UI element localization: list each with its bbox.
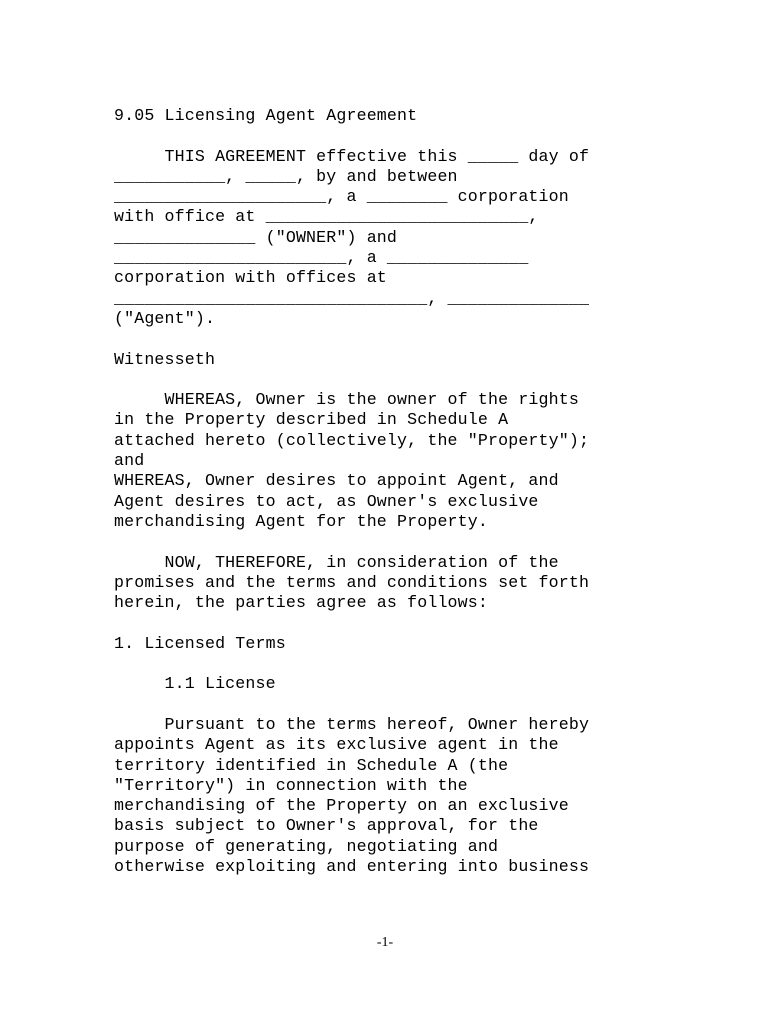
spacer — [114, 695, 674, 715]
preamble-line: _______________________________, ______________ — [114, 288, 590, 308]
recital-line: merchandising Agent for the Property. — [114, 511, 488, 531]
recital-line: attached hereto (collectively, the "Property"); — [114, 430, 590, 450]
spacer — [114, 532, 674, 552]
preamble-line: _______________________, a ______________ — [114, 248, 529, 268]
recitals-paragraph — [114, 390, 674, 532]
spacer — [114, 654, 674, 674]
section-1-1-line: merchandising of the Property on an exclusive — [114, 796, 569, 816]
preamble-line: ___________, _____, by and between — [114, 166, 458, 186]
section-1-1-paragraph — [114, 715, 674, 877]
recital-line: WHEREAS, Owner desires to appoint Agent, and — [114, 471, 559, 491]
spacer — [114, 329, 674, 349]
spacer — [114, 370, 674, 390]
preamble-line: with office at __________________________, — [114, 207, 539, 227]
spacer — [114, 126, 674, 146]
document-body — [114, 106, 674, 877]
page-number: -1- — [376, 935, 394, 950]
section-1-1-line: otherwise exploiting and entering into business — [114, 856, 590, 876]
preamble-line: ______________ ("OWNER") and — [114, 227, 398, 247]
recital-line: Agent desires to act, as Owner's exclusive — [114, 491, 539, 511]
document-title: 9.05 Licensing Agent Agreement — [114, 106, 418, 125]
now-therefore-line: NOW, THEREFORE, in consideration of the — [114, 552, 559, 572]
spacer — [114, 613, 674, 633]
section-1-1-line: Pursuant to the terms hereof, Owner hereby — [114, 714, 590, 734]
section-1-1-line: territory identified in Schedule A (the — [114, 755, 509, 775]
witnesseth-heading: Witnesseth — [114, 349, 216, 369]
section-1-heading: 1. Licensed Terms — [114, 633, 286, 653]
preamble-line: THIS AGREEMENT effective this _____ day of — [114, 146, 590, 166]
preamble-line: corporation with offices at — [114, 268, 387, 288]
section-1-1-line: basis subject to Owner's approval, for the — [114, 816, 539, 836]
section-1-1-line: purpose of generating, negotiating and — [114, 836, 499, 856]
now-therefore-line: promises and the terms and conditions set forth — [114, 572, 590, 592]
now-therefore-line: herein, the parties agree as follows: — [114, 593, 488, 613]
section-1-1-line: "Territory") in connection with the — [114, 775, 468, 795]
preamble-line: _____________________, a ________ corporation — [114, 187, 569, 207]
recital-line: and — [114, 451, 145, 471]
section-1-1-heading: 1.1 License — [114, 674, 276, 694]
preamble-paragraph — [114, 147, 674, 330]
recital-line: in the Property described in Schedule A — [114, 410, 509, 430]
now-therefore-paragraph — [114, 553, 674, 614]
section-1-1-line: appoints Agent as its exclusive agent in the — [114, 735, 559, 755]
preamble-line: ("Agent"). — [114, 308, 216, 328]
recital-line: WHEREAS, Owner is the owner of the rights — [114, 390, 579, 410]
